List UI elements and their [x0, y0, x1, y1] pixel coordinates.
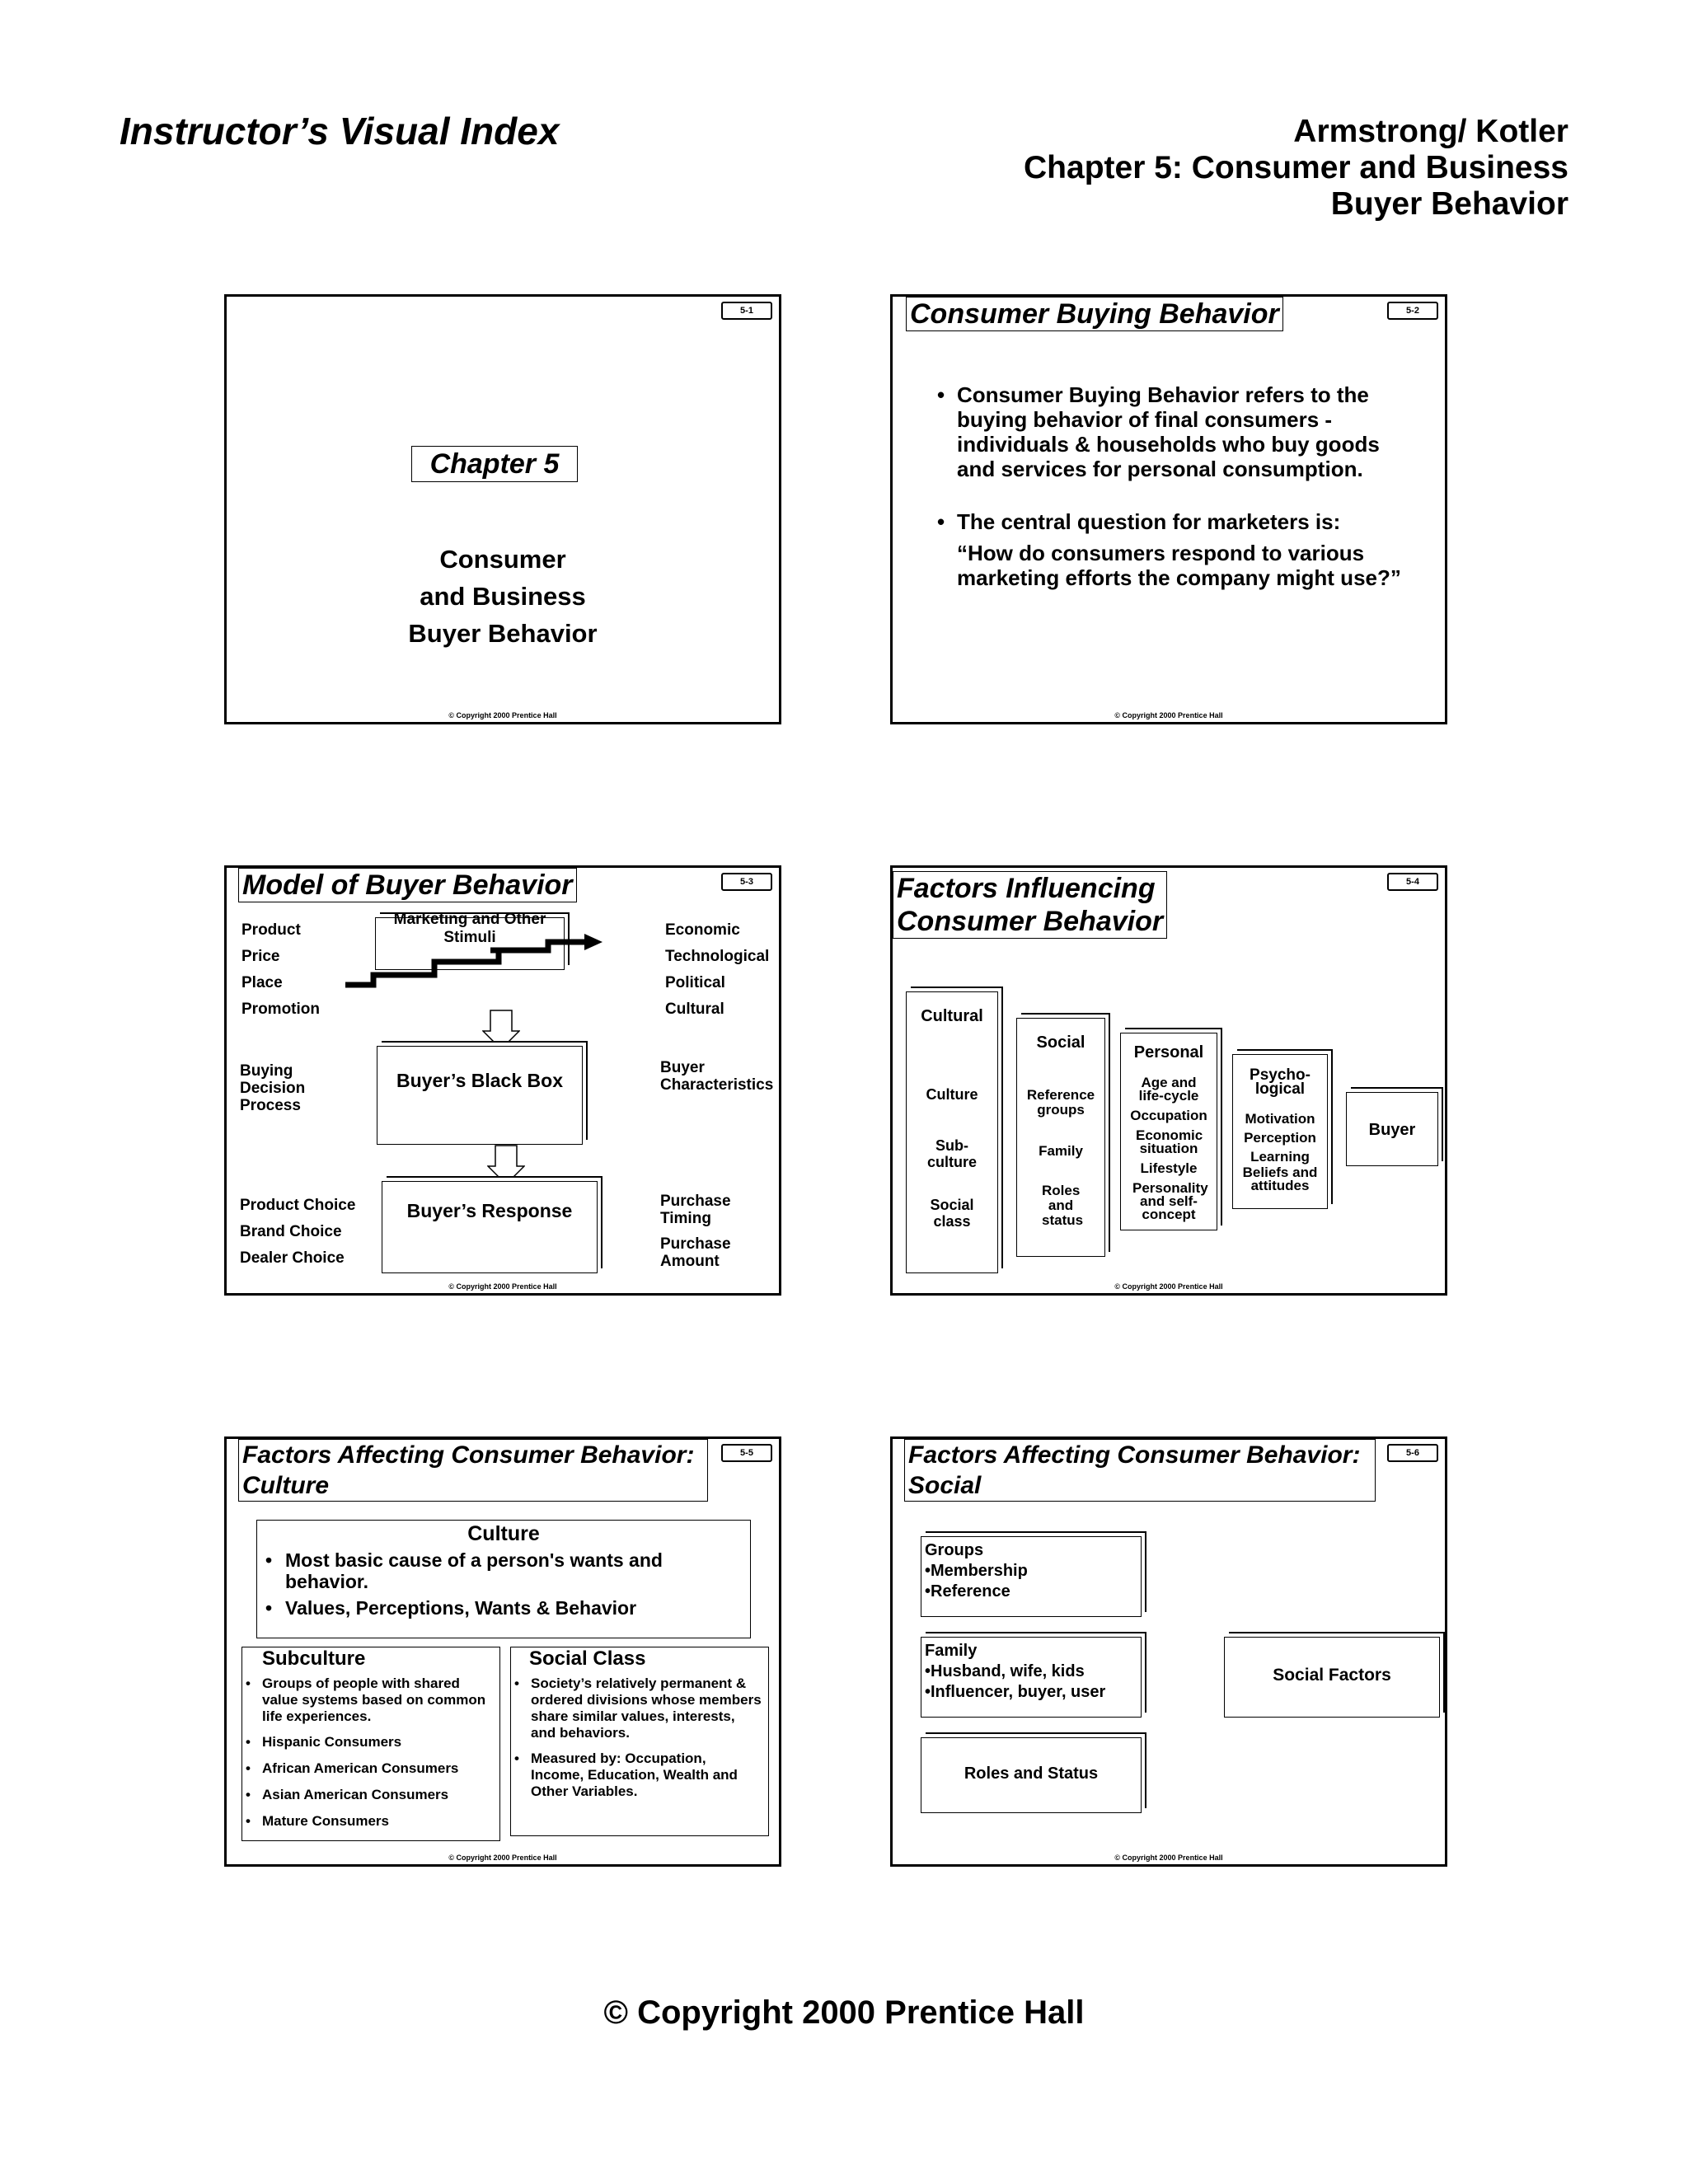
factor-item: Roles and status	[1042, 1183, 1084, 1228]
stimuli-label: Marketing and Other Stimuli	[393, 911, 546, 946]
factor-item: Sub-culture	[926, 1137, 977, 1170]
factor-item: Economic situation	[1136, 1127, 1203, 1156]
family-box	[921, 1637, 1142, 1718]
chapter-title-line: and Business	[420, 582, 586, 611]
factor-item: Occupation	[1130, 1108, 1207, 1123]
factor-items	[1121, 1076, 1217, 1221]
slide-body	[937, 382, 1415, 590]
slide-title-line: Factors Affecting Consumer Behavior:	[908, 1441, 1361, 1469]
slide-title-line: Culture	[242, 1472, 329, 1499]
list-item: Technological	[665, 948, 770, 965]
groups-box	[921, 1536, 1142, 1617]
slide-number: 5-1	[721, 302, 772, 320]
buyer-box	[1346, 1092, 1438, 1166]
family-item: •Husband, wife, kids	[925, 1662, 1085, 1680]
social-class-box	[510, 1647, 769, 1836]
slide-5-1	[224, 294, 781, 724]
family-heading: Family	[925, 1642, 978, 1660]
slide-copyright: © Copyright 2000 Prentice Hall	[1114, 1282, 1223, 1291]
culture-box	[256, 1520, 751, 1638]
slide-5-3	[224, 865, 781, 1296]
roles-status-label: Roles and Status	[964, 1765, 1099, 1783]
subculture-heading: Subculture	[262, 1647, 366, 1670]
cultural-factors-box	[906, 991, 998, 1273]
staircase-arrow-icon	[342, 926, 507, 991]
purchase-timing-label: Purchase Timing	[660, 1193, 731, 1227]
factor-item: Family	[1039, 1143, 1083, 1159]
response-label: Buyer’s Response	[406, 1200, 573, 1221]
slide-number: 5-2	[1387, 302, 1438, 320]
chapter-title	[227, 541, 779, 652]
social-factors-label: Social Factors	[1273, 1666, 1391, 1685]
chapter-label: Chapter 5	[411, 446, 578, 482]
groups-heading: Groups	[925, 1541, 984, 1559]
slide-number: 5-6	[1387, 1444, 1438, 1462]
factor-heading: Cultural	[921, 1007, 983, 1025]
slide-number: 5-3	[721, 873, 772, 891]
environment-stimuli-list	[665, 917, 769, 1023]
slide-copyright: © Copyright 2000 Prentice Hall	[1114, 1854, 1223, 1862]
response-box	[382, 1181, 598, 1273]
groups-list	[925, 1540, 1141, 1602]
social-class-item: • Measured by: Occupation, Income, Education, Wealth and Other Variables.	[514, 1750, 762, 1800]
chapter-title-line: Consumer	[439, 545, 566, 574]
chapter-line: Chapter 5: Consumer and Business	[1024, 150, 1568, 185]
culture-heading: Culture	[467, 1522, 540, 1545]
slide-copyright: © Copyright 2000 Prentice Hall	[448, 1854, 557, 1862]
factor-item: Social class	[930, 1197, 974, 1230]
factor-item: Personality and self-concept	[1132, 1180, 1208, 1222]
subculture-box	[241, 1647, 500, 1841]
slide-title	[904, 1439, 1376, 1502]
page-copyright: © Copyright 2000 Prentice Hall	[603, 1994, 1085, 2031]
list-item: Cultural	[665, 1001, 724, 1018]
arrow-right-icon	[490, 932, 606, 965]
list-item: Dealer Choice	[240, 1249, 345, 1267]
list-item: Promotion	[241, 1001, 320, 1018]
subculture-item: • African American Consumers	[246, 1760, 495, 1777]
buyer-characteristics-label: Buyer Characteristics	[660, 1059, 774, 1094]
buying-decision-label: Buying Decision Process	[240, 1062, 306, 1114]
factor-heading: Social	[1036, 1033, 1085, 1052]
bullet-central-question: • The central question for marketers is:	[937, 509, 1415, 534]
marketing-mix-list	[241, 917, 320, 1023]
slide-copyright: © Copyright 2000 Prentice Hall	[1114, 711, 1223, 719]
subculture-item: • Asian American Consumers	[246, 1787, 495, 1803]
family-list	[925, 1641, 1141, 1703]
slide-title	[893, 871, 1167, 939]
psychological-factors-box	[1232, 1054, 1328, 1209]
slide-title: Consumer Buying Behavior	[906, 297, 1283, 331]
slide-5-2	[890, 294, 1447, 724]
slide-number: 5-4	[1387, 873, 1438, 891]
bullet-definition: • Consumer Buying Behavior refers to the buying behavior of final consumers - individuals & households who buy goods and services for personal consumption.	[937, 382, 1415, 481]
factor-item: Beliefs and attitudes	[1242, 1165, 1318, 1193]
list-item: Product	[241, 921, 301, 939]
roles-status-box	[921, 1737, 1142, 1813]
author-line: Armstrong/ Kotler	[1293, 114, 1568, 149]
family-item: •Influencer, buyer, user	[925, 1683, 1106, 1701]
down-arrow-icon	[487, 1145, 525, 1186]
personal-factors-box	[1120, 1033, 1217, 1230]
factor-item: Lifestyle	[1140, 1160, 1198, 1176]
factor-items	[907, 1086, 997, 1230]
slide-title	[238, 1439, 708, 1502]
social-factors-box	[1224, 1637, 1440, 1718]
subculture-list	[246, 1675, 495, 1830]
culture-list	[265, 1549, 742, 1619]
list-item: Brand Choice	[240, 1223, 342, 1240]
slide-title-line: Factors Affecting Consumer Behavior:	[242, 1441, 695, 1469]
factor-item: Age and life-cycle	[1138, 1075, 1199, 1104]
slide-title: Model of Buyer Behavior	[238, 868, 577, 902]
chapter-subtitle-line: Buyer Behavior	[1330, 186, 1568, 222]
down-arrow-icon	[482, 1010, 520, 1051]
index-title: Instructor’s Visual Index	[120, 110, 560, 152]
social-class-item: • Society’s relatively permanent & ordered divisions whose members share similar values, interests, and behaviors.	[514, 1675, 762, 1741]
slide-copyright: © Copyright 2000 Prentice Hall	[448, 711, 557, 719]
list-item: Place	[241, 974, 283, 991]
social-class-heading: Social Class	[529, 1647, 646, 1670]
slide-5-4	[890, 865, 1447, 1296]
subculture-item: • Groups of people with shared value systems based on common life experiences.	[246, 1675, 495, 1725]
factor-heading: Psycho-logical	[1250, 1066, 1311, 1098]
slide-title-line: Factors Influencing	[897, 873, 1156, 904]
subculture-item: • Mature Consumers	[246, 1813, 495, 1830]
purchase-amount-label: Purchase Amount	[660, 1235, 731, 1270]
list-item: Political	[665, 974, 725, 991]
factor-item: Culture	[926, 1086, 978, 1103]
chapter-title-line: Buyer Behavior	[408, 619, 598, 648]
social-factors-box	[1016, 1018, 1105, 1257]
factor-items	[1233, 1109, 1327, 1193]
factor-heading: Personal	[1133, 1043, 1204, 1062]
slide-number: 5-5	[721, 1444, 772, 1462]
chapter-heading	[1024, 114, 1568, 223]
slide-title-line: Consumer Behavior	[897, 906, 1164, 937]
black-box	[377, 1046, 583, 1145]
groups-item: •Membership	[925, 1562, 1028, 1580]
black-box-label: Buyer’s Black Box	[396, 1070, 563, 1091]
factor-item: Motivation	[1245, 1111, 1315, 1127]
factor-item: Reference groups	[1026, 1087, 1095, 1118]
culture-item: • Values, Perceptions, Wants & Behavior	[265, 1597, 742, 1619]
buyer-label: Buyer	[1368, 1121, 1416, 1139]
groups-item: •Reference	[925, 1582, 1010, 1601]
list-item: Price	[241, 948, 280, 965]
factor-items	[1017, 1088, 1104, 1228]
factor-item: Perception	[1244, 1130, 1316, 1146]
choices-list	[240, 1193, 355, 1272]
slide-copyright: © Copyright 2000 Prentice Hall	[448, 1282, 557, 1291]
slide-5-5	[224, 1436, 781, 1867]
slide-title-line: Social	[908, 1472, 982, 1499]
slide-5-6	[890, 1436, 1447, 1867]
question-quote: “How do consumers respond to various marketing efforts the company might use?”	[957, 541, 1401, 590]
factor-item: Learning	[1250, 1149, 1310, 1165]
social-class-list	[514, 1675, 762, 1800]
list-item: Economic	[665, 921, 740, 939]
subculture-item: • Hispanic Consumers	[246, 1734, 495, 1750]
list-item: Product Choice	[240, 1197, 356, 1214]
culture-item: • Most basic cause of a person's wants and behavior.	[265, 1549, 742, 1592]
